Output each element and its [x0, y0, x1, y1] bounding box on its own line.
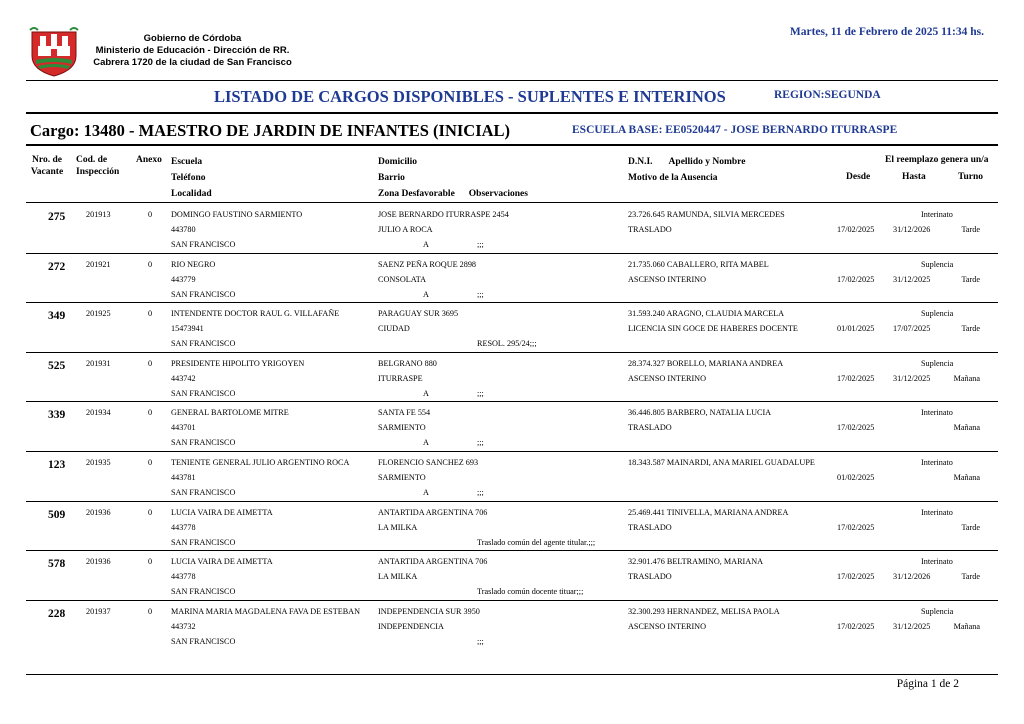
telefono: 443701: [171, 423, 196, 433]
col-reemplazo: El reemplazo genera un/a: [885, 155, 989, 165]
col-hasta: Hasta: [902, 172, 926, 182]
col-apellido: Apellido y Nombre: [668, 157, 746, 167]
dni-nombre: 31.593.240 ARAGNO, CLAUDIA MARCELA: [628, 309, 785, 319]
col-inspeccion: Inspección: [76, 167, 120, 177]
fecha-hasta: 31/12/2025: [893, 274, 931, 284]
localidad: SAN FRANCISCO: [171, 289, 236, 299]
turno: Mañana: [953, 621, 980, 631]
dni-nombre: 28.374.327 BORELLO, MARIANA ANDREA: [628, 358, 784, 368]
col-nro-de: Nro. de: [32, 155, 62, 165]
cod-inspeccion: 201913: [86, 210, 111, 219]
turno: Tarde: [961, 522, 980, 532]
turno: Tarde: [961, 225, 980, 234]
fecha-desde: 01/01/2025: [837, 324, 875, 334]
vacante-number: 509: [48, 508, 66, 521]
turno: Tarde: [961, 324, 980, 334]
col-vacante: Vacante: [30, 167, 64, 177]
escuela-name: TENIENTE GENERAL JULIO ARGENTINO ROCA: [171, 458, 350, 467]
turno: Tarde: [961, 274, 980, 284]
turno: Mañana: [953, 423, 980, 433]
domicilio: ANTARTIDA ARGENTINA 706: [378, 507, 488, 517]
localidad: SAN FRANCISCO: [171, 537, 236, 547]
telefono: 443732: [171, 621, 196, 631]
telefono: 443780: [171, 225, 196, 234]
escuela-base: ESCUELA BASE: EE0520447 - JOSE BERNARDO ITURRASPE: [572, 124, 898, 136]
telefono: 443781: [171, 473, 196, 482]
table-row: [0, 601, 1024, 651]
dni-nombre: 25.469.441 TINIVELLA, MARIANA ANDREA: [628, 507, 789, 517]
anexo: 0: [148, 259, 153, 269]
escuela-name: MARINA MARIA MAGDALENA FAVA DE ESTEBAN: [171, 606, 361, 616]
barrio: LA MILKA: [378, 572, 418, 582]
observaciones: ;;;: [477, 240, 484, 249]
motivo-ausencia: TRASLADO: [628, 423, 672, 433]
page-number: Página 1 de 2: [896, 678, 959, 690]
domicilio: JOSE BERNARDO ITURRASPE 2454: [378, 210, 509, 219]
anexo: 0: [148, 606, 153, 616]
telefono: 443778: [171, 522, 196, 532]
barrio: JULIO A ROCA: [378, 225, 433, 234]
escuela-name: PRESIDENTE HIPOLITO YRIGOYEN: [171, 358, 305, 368]
telefono: 443779: [171, 274, 196, 284]
reemplazo-tipo: Suplencia: [921, 606, 954, 616]
dni-nombre: 21.735.060 CABALLERO, RITA MABEL: [628, 259, 769, 269]
fecha-hasta: 31/12/2025: [893, 373, 931, 383]
table-row: [0, 303, 1024, 353]
fecha-hasta: 31/12/2025: [893, 621, 931, 631]
col-turno: Turno: [958, 172, 983, 182]
fecha-desde: 17/02/2025: [837, 423, 875, 433]
localidad: SAN FRANCISCO: [171, 587, 236, 597]
turno: Mañana: [953, 473, 980, 482]
escuela-name: LUCIA VAIRA DE AIMETTA: [171, 507, 273, 517]
barrio: SARMIENTO: [378, 423, 426, 433]
zona-desfavorable: A: [423, 240, 429, 249]
domicilio: BELGRANO 880: [378, 358, 437, 368]
col-zona: Zona Desfavorable: [378, 189, 455, 199]
col-dni: D.N.I.: [628, 157, 653, 167]
col-telefono: Teléfono: [171, 173, 206, 183]
reemplazo-tipo: Interinato: [921, 507, 953, 517]
zona-desfavorable: A: [423, 388, 429, 398]
domicilio: INDEPENDENCIA SUR 3950: [378, 606, 480, 616]
col-domicilio: Domicilio: [378, 157, 418, 167]
col-desde: Desde: [846, 172, 871, 182]
telefono: 443742: [171, 373, 196, 383]
observaciones: Traslado común del agente titular.;;;: [477, 537, 596, 547]
cod-inspeccion: 201937: [86, 606, 111, 616]
cod-inspeccion: 201925: [86, 309, 111, 319]
motivo-ausencia: ASCENSO INTERINO: [628, 373, 707, 383]
fecha-desde: 17/02/2025: [837, 621, 875, 631]
divider-headers: [26, 202, 998, 203]
vacante-number: 339: [48, 409, 66, 422]
table-row: [0, 353, 1024, 403]
report-datetime: Martes, 11 de Febrero de 2025 11:34 hs.: [789, 26, 984, 38]
zona-desfavorable: A: [423, 488, 429, 497]
reemplazo-tipo: Suplencia: [921, 259, 954, 269]
dni-nombre: 32.300.293 HERNANDEZ, MELISA PAOLA: [628, 606, 780, 616]
turno: Tarde: [961, 572, 980, 582]
anexo: 0: [148, 358, 153, 368]
col-cod-de: Cod. de: [76, 155, 108, 165]
domicilio: ANTARTIDA ARGENTINA 706: [378, 557, 488, 567]
vacante-number: 123: [48, 459, 66, 471]
divider-bottom: [26, 674, 998, 675]
escuela-name: DOMINGO FAUSTINO SARMIENTO: [171, 210, 303, 219]
gov-name: Gobierno de Córdoba: [143, 33, 242, 44]
coat-of-arms-logo: [28, 26, 80, 78]
localidad: SAN FRANCISCO: [171, 240, 236, 249]
table-row: [0, 502, 1024, 552]
motivo-ausencia: ASCENSO INTERINO: [628, 621, 707, 631]
barrio: LA MILKA: [378, 522, 418, 532]
escuela-name: RIO NEGRO: [171, 259, 216, 269]
reemplazo-tipo: Suplencia: [921, 309, 954, 319]
table-row: [0, 551, 1024, 601]
fecha-desde: 17/02/2025: [837, 373, 875, 383]
barrio: CONSOLATA: [378, 274, 427, 284]
dni-nombre: 32.901.476 BELTRAMINO, MARIANA: [628, 557, 764, 567]
motivo-ausencia: TRASLADO: [628, 225, 672, 234]
fecha-desde: 17/02/2025: [837, 572, 875, 582]
col-localidad: Localidad: [171, 189, 212, 199]
cod-inspeccion: 201936: [86, 557, 111, 567]
col-observaciones: Observaciones: [468, 189, 528, 199]
fecha-desde: 01/02/2025: [837, 473, 875, 482]
localidad: SAN FRANCISCO: [171, 339, 236, 349]
anexo: 0: [148, 557, 153, 567]
divider-top: [26, 80, 998, 81]
domicilio: FLORENCIO SANCHEZ 693: [378, 458, 479, 467]
reemplazo-tipo: Suplencia: [921, 358, 954, 368]
observaciones: ;;;: [477, 488, 484, 497]
turno: Mañana: [953, 373, 980, 383]
localidad: SAN FRANCISCO: [171, 388, 236, 398]
table-row: [0, 402, 1024, 452]
observaciones: ;;;: [477, 289, 484, 299]
barrio: CIUDAD: [378, 324, 410, 334]
observaciones: ;;;: [477, 388, 484, 398]
escuela-name: INTENDENTE DOCTOR RAUL G. VILLAFAÑE: [171, 309, 340, 319]
zona-desfavorable: A: [423, 438, 429, 448]
observaciones: Traslado común docente tituar;;;: [477, 587, 584, 597]
vacante-number: 578: [48, 558, 66, 571]
table-row: [0, 204, 1024, 254]
vacante-number: 275: [48, 211, 66, 223]
cod-inspeccion: 201935: [86, 458, 111, 467]
domicilio: PARAGUAY SUR 3695: [378, 309, 459, 319]
anexo: 0: [148, 458, 153, 467]
table-row: [0, 254, 1024, 304]
col-escuela: Escuela: [171, 157, 203, 167]
observaciones: ;;;: [477, 438, 484, 448]
zona-desfavorable: A: [423, 289, 429, 299]
col-motivo: Motivo de la Ausencia: [628, 173, 718, 183]
col-anexo: Anexo: [136, 155, 162, 165]
office-address: Cabrera 1720 de la ciudad de San Francisco: [93, 57, 292, 68]
cargo-title: Cargo: 13480 - MAESTRO DE JARDIN DE INFANTES (INICIAL): [30, 121, 511, 140]
ministry-name: Ministerio de Educación - Dirección de RR.: [95, 45, 290, 56]
telefono: 443778: [171, 572, 196, 582]
anexo: 0: [148, 309, 153, 319]
dni-nombre: 18.343.587 MAINARDI, ANA MARIEL GUADALUPE: [628, 458, 815, 467]
fecha-hasta: 17/07/2025: [893, 324, 931, 334]
vacante-number: 272: [48, 260, 66, 273]
localidad: SAN FRANCISCO: [171, 636, 236, 646]
fecha-desde: 17/02/2025: [837, 522, 875, 532]
vacante-number: 349: [48, 310, 66, 323]
fecha-hasta: 31/12/2026: [893, 225, 931, 234]
motivo-ausencia: TRASLADO: [628, 522, 672, 532]
localidad: SAN FRANCISCO: [171, 438, 236, 448]
fecha-desde: 17/02/2025: [837, 274, 875, 284]
col-barrio: Barrio: [378, 173, 405, 183]
reemplazo-tipo: Interinato: [921, 210, 953, 219]
escuela-name: LUCIA VAIRA DE AIMETTA: [171, 557, 273, 567]
escuela-name: GENERAL BARTOLOME MITRE: [171, 408, 289, 418]
observaciones: ;;;: [477, 636, 484, 646]
observaciones: RESOL. 295/24;;;: [477, 339, 537, 349]
dni-nombre: 23.726.645 RAMUNDA, SILVIA MERCEDES: [628, 210, 785, 219]
telefono: 15473941: [171, 324, 204, 334]
reemplazo-tipo: Interinato: [921, 458, 953, 467]
cod-inspeccion: 201936: [86, 507, 111, 517]
table-row: [0, 452, 1024, 502]
barrio: ITURRASPE: [378, 373, 423, 383]
fecha-desde: 17/02/2025: [837, 225, 875, 234]
anexo: 0: [148, 210, 153, 219]
barrio: SARMIENTO: [378, 473, 426, 482]
dni-nombre: 36.446.805 BARBERO, NATALIA LUCIA: [628, 408, 772, 418]
localidad: SAN FRANCISCO: [171, 488, 236, 497]
region-label: REGION:SEGUNDA: [774, 89, 881, 101]
barrio: INDEPENDENCIA: [378, 621, 444, 631]
motivo-ausencia: LICENCIA SIN GOCE DE HABERES DOCENTE: [628, 324, 798, 334]
anexo: 0: [148, 408, 153, 418]
divider-title: [26, 112, 998, 114]
motivo-ausencia: ASCENSO INTERINO: [628, 274, 707, 284]
fecha-hasta: 31/12/2026: [893, 572, 931, 582]
reemplazo-tipo: Interinato: [921, 557, 953, 567]
cod-inspeccion: 201921: [86, 259, 111, 269]
vacante-number: 228: [48, 607, 66, 620]
cod-inspeccion: 201931: [86, 358, 111, 368]
report-title: LISTADO DE CARGOS DISPONIBLES - SUPLENTES E INTERINOS: [214, 87, 726, 106]
vacante-number: 525: [48, 359, 66, 372]
cod-inspeccion: 201934: [86, 408, 111, 418]
anexo: 0: [148, 507, 153, 517]
motivo-ausencia: TRASLADO: [628, 572, 672, 582]
domicilio: SAENZ PEÑA ROQUE 2898: [378, 259, 477, 269]
reemplazo-tipo: Interinato: [921, 408, 953, 418]
domicilio: SANTA FE 554: [378, 408, 431, 418]
divider-cargo: [26, 144, 998, 146]
